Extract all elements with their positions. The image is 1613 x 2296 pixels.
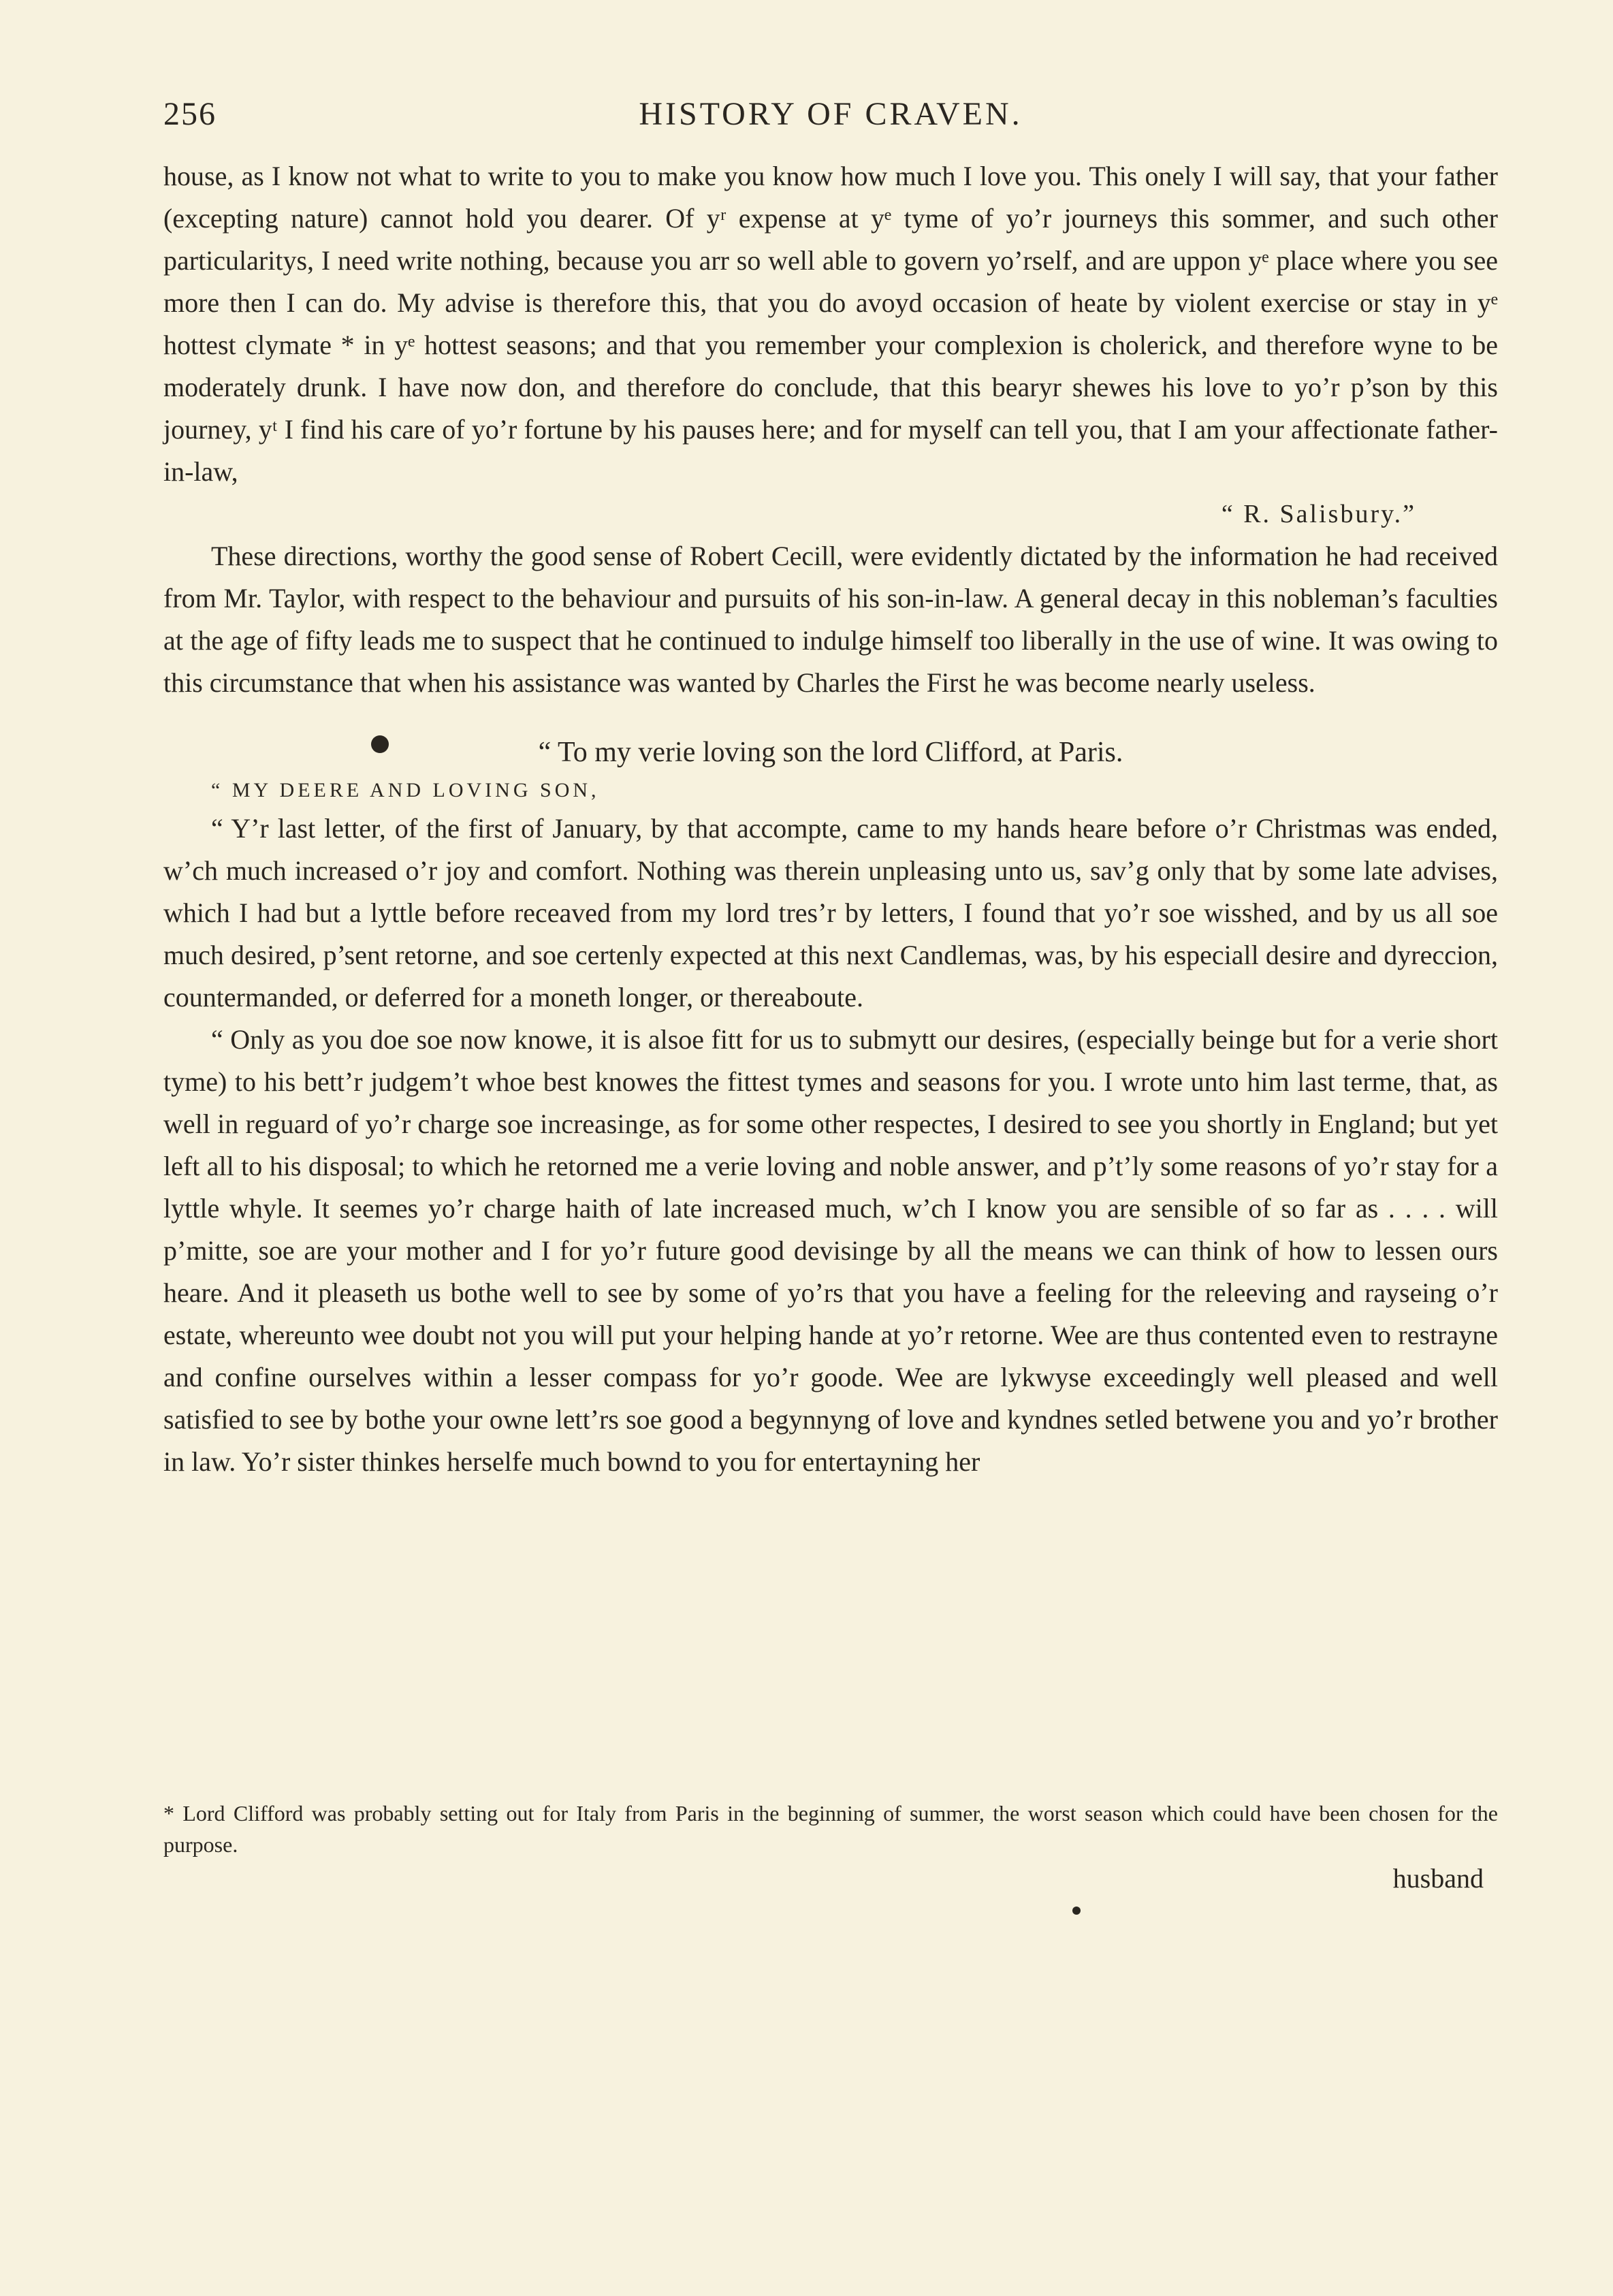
- ink-speck: [1072, 1907, 1081, 1915]
- commentary-paragraph: These directions, worthy the good sense of Robert Cecill, were evidently dictated by the information he had received from Mr. Taylor, with respect to the behaviour and pursuits of his son-in-law. A general decay in this nobleman’s faculties at the age of fifty leads me to suspect that he continued to indulge himself too liberally in the use of wine. It was owing to this circumstance that when his assistance was wanted by Charles the First he was become nearly useless.: [163, 541, 1498, 698]
- letter-paragraph-1: house, as I know not what to write to you to make you know how much I love you. This onely I will say, that your father (excepting nature) cannot hold you dearer. Of yʳ expense at yᵉ tyme of yo’r journeys this sommer, and such other particularitys, I need write nothing, because you arr so well able to govern yo’rself, and are uppon yᵉ place where you see more then I can do. My advise is therefore this, that you do avoyd occasion of heate by violent exercise or stay in yᵉ hottest clymate * in yᵉ hottest seasons; and that you remember your complexion is cholerick, and therefore wyne to be moderately drunk. I have now don, and therefore do conclude, that this bearyr shewes his love to yo’r p’son by this journey, yᵗ I find his care of yo’r fortune by his pauses here; and for myself can tell you, that I am your affectionate father-in-law,: [163, 161, 1498, 487]
- letter-paragraph-2: “ Y’r last letter, of the first of January, by that accompte, came to my hands heare before o’r Christmas was ended, w’ch much increased o’r joy and comfort. Nothing was therein unpleasing unto us, sav’g only that by some late advises, which I had but a lyttle before receaved from my lord tres’r by letters, I found that yo’r soe wisshed, and by us all soe much desired, p’sent retorne, and soe certenly expected at this next Candlemas, was, by his especiall desire and dyreccion, countermanded, or deferred for a moneth longer, or thereaboute.: [163, 813, 1498, 1013]
- ink-blot: [371, 735, 389, 753]
- letter-address: “ To my verie loving son the lord Clifford, at Paris.: [538, 737, 1123, 768]
- catchword: husband: [1392, 1863, 1484, 1894]
- footnote: * Lord Clifford was probably setting out for Italy from Paris in the beginning of summer, the worst season which could have been chosen for the purpose.: [163, 1801, 1498, 1857]
- main-text: [163, 155, 1498, 1483]
- page-header: [163, 95, 1498, 143]
- letter-salutation: “ MY DEERE AND LOVING SON,: [211, 779, 600, 801]
- letter-paragraph-3: “ Only as you doe soe now knowe, it is alsoe fitt for us to submytt our desires, (especially beinge but for a verie short tyme) to his bett’r judgem’t whoe best knowes the fittest tymes and seasons for you. I wrote unto him last terme, that, as well in reguard of yo’r charge soe increasinge, as for some other respectes, I desired to see you shortly in England; but yet left all to his disposal; to which he retorned me a verie loving and noble answer, and p’t’ly some reasons of yo’r stay for a lyttle whyle. It seemes yo’r charge haith of late increased much, w’ch I know you are sensible of so far as . . . . will p’mitte, soe are your mother and I for yo’r future good devisinge by all the means we can think of how to lessen ours heare. And it pleaseth us bothe well to see by some of yo’rs that you have a feeling for the releeving and rayseing o’r estate, whereunto wee doubt not you will put your helping hande at yo’r retorne. Wee are thus contented even to restrayne and confine ourselves within a lesser compass for yo’r goode. Wee are lykwyse exceedingly well pleased and well satisfied to see by bothe your owne lett’rs soe good a begynnyng of love and kyndnes setled betwene you and yo’r brother in law. Yo’r sister thinkes herselfe much bownd to you for entertayning her: [163, 1024, 1498, 1477]
- running-head: HISTORY OF CRAVEN.: [639, 96, 1023, 132]
- signature: “ R. Salisbury.”: [1221, 500, 1416, 528]
- page-number: 256: [163, 96, 217, 132]
